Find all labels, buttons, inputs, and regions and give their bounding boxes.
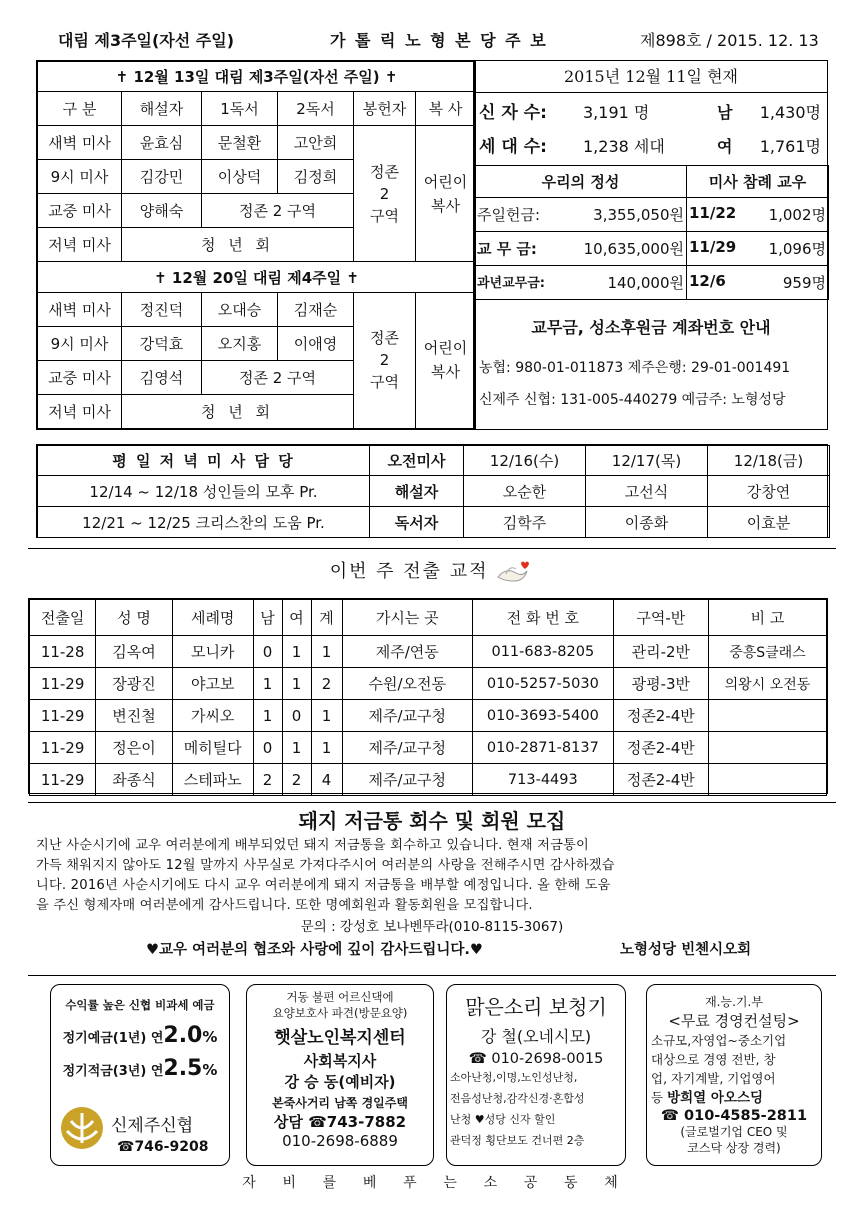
td-district: 관리-2반	[613, 636, 708, 668]
commentator: 강덕효	[122, 326, 202, 360]
mass-label: 9시 미사	[38, 326, 122, 360]
td-date: 11-29	[30, 700, 96, 732]
divider	[28, 975, 836, 976]
transfer-box	[28, 598, 828, 794]
col-category: 구 분	[38, 92, 122, 126]
believers-label: 신 자 수:	[479, 103, 547, 123]
transfer-title: 이번 주 전출 교적	[329, 561, 489, 582]
td-district: 광평-3반	[613, 668, 708, 700]
believers-value: 3,191 명	[583, 103, 650, 122]
td-date: 11-28	[30, 636, 96, 668]
td-district: 정존2-4반	[613, 764, 708, 796]
attend-row	[687, 198, 829, 232]
table-row	[30, 636, 827, 668]
attend-count: 1,002명	[768, 206, 826, 224]
commentator: 양해숙	[122, 194, 202, 228]
commentator-thu: 고선식	[586, 476, 708, 507]
table-row	[30, 732, 827, 764]
td-total: 1	[311, 700, 342, 732]
reader1: 문철환	[202, 126, 278, 160]
ad1-name: 신제주신협	[111, 1116, 194, 1136]
week1-title: ✝ 12월 13일 대림 제3주일(자선 주일) ✝	[38, 62, 476, 92]
attend-row	[687, 232, 829, 266]
ad1-savings	[51, 1056, 229, 1081]
ad4-body	[647, 1031, 821, 1108]
piggy-thanks-row	[36, 938, 828, 962]
th-district: 구역-반	[613, 600, 708, 636]
ad4-person: 방희열 아오스딩	[667, 1090, 764, 1106]
piggy-line: 지난 사순시기에 교우 여러분에게 배부되었던 돼지 저금통을 회수하고 있습니다. 현재 저금통이	[36, 838, 589, 853]
td-date: 11-29	[30, 732, 96, 764]
ad-credit-union	[50, 984, 230, 1166]
col-reading1: 1독서	[202, 92, 278, 126]
td-phone: 010-3693-5400	[472, 700, 613, 732]
td-male: 2	[253, 764, 282, 796]
youth-group: 청 년 회	[122, 394, 354, 428]
server-line: 어린이	[423, 172, 468, 191]
commentator: 윤효심	[122, 126, 202, 160]
dove-heart-icon	[494, 559, 530, 585]
transfer-title-row	[0, 556, 860, 588]
ad2-line1: 거동 불편 어르신댁에	[286, 990, 394, 1004]
offer-line: 2	[379, 351, 390, 370]
mass-label: 새벽 미사	[38, 126, 122, 160]
td-name: 장광진	[96, 668, 173, 700]
td-date: 11-29	[30, 668, 96, 700]
server-line: 복사	[431, 363, 461, 382]
ad4-phone: ☎ 010-4585-2811	[660, 1108, 808, 1124]
mass-label: 교중 미사	[38, 360, 122, 394]
piggy-contact: 문의 : 강성호 보나벤뚜라(010-8115-3067)	[300, 919, 564, 935]
mass-label: 교중 미사	[38, 194, 122, 228]
morning-label: 오전미사	[370, 446, 464, 476]
offering-table	[474, 165, 829, 300]
mass-label: 저녁 미사	[38, 394, 122, 428]
offering-label: 과년교무금:	[477, 276, 545, 291]
piggy-title: 돼지 저금통 회수 및 회원 모집	[298, 809, 566, 833]
ad1-phone: ☎746-9208	[117, 1139, 209, 1155]
ad3-name: 맑은소리 보청기	[465, 995, 607, 1019]
td-total: 2	[311, 668, 342, 700]
piggy-line: 니다. 2016년 사순시기에도 다시 교우 여러분에게 돼지 저금통을 배부할 예정입니다. 올 한해 도움	[36, 878, 611, 893]
td-male: 0	[253, 636, 282, 668]
th-male: 남	[253, 600, 282, 636]
believers-row	[475, 97, 827, 129]
offer-line: 2	[379, 184, 390, 203]
th-destination: 가시는 곳	[342, 600, 472, 636]
offering-title: 우리의 정성	[475, 166, 687, 198]
ad2-addr: 본죽사거리 남쪽 경일주택	[272, 1096, 408, 1110]
period-row: 12/14 ~ 12/18 성인들의 모후 Pr.	[38, 476, 370, 507]
server-line: 복사	[431, 196, 461, 215]
td-phone: 010-5257-5030	[472, 668, 613, 700]
ad4-l1: <무료 경영컨설팅>	[668, 1012, 800, 1030]
female-value: 1,761명	[759, 137, 821, 156]
th-name: 성 명	[96, 600, 173, 636]
td-destination: 수원/오전동	[342, 668, 472, 700]
header-issue: 제898호 / 2015. 12. 13	[640, 31, 819, 50]
ad2-name: 햇살노인복지센터	[274, 1028, 406, 1048]
date-thu: 12/17(목)	[586, 446, 708, 476]
td-baptism: 가씨오	[172, 700, 253, 732]
reader2: 김재순	[278, 292, 354, 326]
offer-line: 정존	[370, 162, 399, 181]
attend-date: 11/22	[689, 204, 737, 222]
td-phone: 011-683-8205	[472, 636, 613, 668]
td-baptism: 모니카	[172, 636, 253, 668]
td-total: 4	[311, 764, 342, 796]
schedule-box	[36, 60, 474, 430]
reader2: 고안희	[278, 126, 354, 160]
td-baptism: 야고보	[172, 668, 253, 700]
td-male: 1	[253, 668, 282, 700]
reader1: 오지홍	[202, 326, 278, 360]
ad-elderly-care	[246, 984, 434, 1166]
offering-label: 교 무 금:	[477, 240, 537, 258]
commentator: 김강민	[122, 160, 202, 194]
households-label: 세 대 수:	[479, 137, 547, 157]
ad3-person: 강 철(오네시모)	[480, 1027, 592, 1046]
reader1: 이상덕	[202, 160, 278, 194]
server-line: 어린이	[423, 339, 468, 358]
td-phone: 010-2871-8137	[472, 732, 613, 764]
ad1-deposit-pct: %	[202, 1028, 218, 1046]
offer-line: 구역	[370, 373, 399, 392]
week1-server	[416, 126, 476, 262]
td-destination: 제주/교구청	[342, 764, 472, 796]
week2-title: ✝ 12월 20일 대림 제4주일 ✝	[38, 262, 476, 292]
schedule-table	[37, 61, 476, 429]
ad4-line: 대상으로 경영 전반, 창	[651, 1052, 776, 1067]
ad-hearing-aid	[446, 984, 626, 1166]
piggy-line: 가득 채워지지 않아도 12월 말까지 사무실로 가져다주시어 여러분의 사랑을 전해주시면 감사하겠습	[36, 858, 615, 873]
attend-count: 959명	[782, 274, 826, 292]
th-total: 계	[311, 600, 342, 636]
ad4-l7: 코스닥 상장 경력)	[687, 1141, 781, 1155]
td-note	[708, 764, 826, 796]
ad3-details	[447, 1067, 625, 1151]
td-date: 11-29	[30, 764, 96, 796]
table-row	[30, 764, 827, 796]
divider	[28, 548, 836, 549]
attend-date: 12/6	[689, 272, 726, 290]
attend-row	[687, 266, 829, 300]
transfer-rows	[30, 636, 827, 796]
offering-row	[475, 198, 687, 232]
offer-line: 정존	[370, 329, 399, 348]
households-row	[475, 131, 827, 163]
week2-server	[416, 292, 476, 428]
piggy-org: 노형성당 빈첸시오회	[620, 942, 752, 958]
td-name: 정은이	[96, 732, 173, 764]
td-name: 김옥여	[96, 636, 173, 668]
attend-title: 미사 참례 교우	[687, 166, 829, 198]
td-baptism: 스테파노	[172, 764, 253, 796]
table-row	[30, 700, 827, 732]
td-note: 중흥S클래스	[708, 636, 826, 668]
stats-box	[474, 60, 828, 430]
ad3-line: 전음성난청,감각신경·혼합성	[450, 1092, 585, 1105]
td-name: 변진철	[96, 700, 173, 732]
td-note	[708, 700, 826, 732]
commentator: 김영석	[122, 360, 202, 394]
offering-row	[475, 232, 687, 266]
ad4-l5a: 등	[651, 1090, 668, 1105]
header-title: 가 톨 릭 노 형 본 당 주 보	[330, 31, 548, 50]
td-total: 1	[311, 732, 342, 764]
readers-group: 정존 2 구역	[202, 194, 354, 228]
weekday-title: 평 일 저 녁 미 사 담 당	[38, 446, 370, 476]
offer-line: 구역	[370, 206, 399, 225]
td-district: 정존2-4반	[613, 732, 708, 764]
ad3-line: 소아난청,이명,노인성난청,	[450, 1071, 578, 1084]
account-section	[475, 301, 827, 429]
td-destination: 제주/교구청	[342, 700, 472, 732]
col-offertory: 봉헌자	[354, 92, 416, 126]
ad-consulting	[646, 984, 822, 1166]
th-baptism: 세례명	[172, 600, 253, 636]
reader2: 김정희	[278, 160, 354, 194]
table-row	[30, 668, 827, 700]
ad4-l6: (글로벌기업 CEO 및	[680, 1125, 788, 1139]
reader-thu: 이종화	[586, 507, 708, 538]
credit-union-logo-icon	[59, 1105, 105, 1151]
col-commentator: 해설자	[122, 92, 202, 126]
offering-section	[474, 165, 828, 299]
bulletin-header	[40, 28, 830, 54]
reader-wed: 김학주	[464, 507, 586, 538]
offering-row	[475, 266, 687, 300]
td-female: 1	[282, 732, 311, 764]
mass-label: 저녁 미사	[38, 228, 122, 262]
ad1-deposit-label: 정기예금(1년) 연	[62, 1031, 164, 1046]
week1-offertory	[354, 126, 416, 262]
ad4-line: 업, 자기계발, 기업영어	[651, 1071, 776, 1086]
offering-value: 10,635,000원	[583, 240, 684, 258]
th-note: 비 고	[708, 600, 826, 636]
date-wed: 12/16(수)	[464, 446, 586, 476]
td-destination: 제주/교구청	[342, 732, 472, 764]
ad4-line: 소규모,자영업~중소기업	[651, 1033, 787, 1048]
account-title: 교무금, 성소후원금 계좌번호 안내	[531, 318, 771, 337]
header-sunday: 대림 제3주일(자선 주일)	[58, 31, 235, 50]
ad4-line	[651, 1088, 821, 1108]
ad1-deposit-rate: 2.0	[163, 1023, 203, 1048]
ad3-line: 관덕정 횡단보도 건너편 2층	[450, 1134, 585, 1147]
commentator-wed: 오순한	[464, 476, 586, 507]
th-phone: 전 화 번 호	[472, 600, 613, 636]
role-commentator: 해설자	[370, 476, 464, 507]
piggy-line: 을 주신 형제자매 여러분에게 감사드립니다. 또한 명예회원과 활동회원을 모집합니다.	[36, 898, 533, 913]
offering-value: 140,000원	[607, 274, 684, 292]
ad2-line2: 요양보호사 파견(방문요양)	[272, 1006, 408, 1020]
col-server: 복 사	[416, 92, 476, 126]
th-date: 전출일	[30, 600, 96, 636]
week2-offertory	[354, 292, 416, 428]
piggy-thanks: ♥교우 여러분의 협조와 사랑에 깊이 감사드립니다.♥	[146, 942, 483, 958]
reader1: 오대승	[202, 292, 278, 326]
td-phone: 713-4493	[472, 764, 613, 796]
weekday-box	[36, 444, 828, 538]
td-destination: 제주/연동	[342, 636, 472, 668]
col-reading2: 2독서	[278, 92, 354, 126]
ad1-savings-pct: %	[202, 1061, 218, 1079]
td-female: 1	[282, 668, 311, 700]
ad2-mobile: 010-2698-6889	[282, 1132, 398, 1150]
households-value: 1,238 세대	[583, 137, 665, 156]
readers-group: 정존 2 구역	[202, 360, 354, 394]
ad2-role: 사회복지사	[303, 1052, 377, 1070]
reader-fri: 이효분	[708, 507, 830, 538]
ad1-savings-rate: 2.5	[163, 1056, 203, 1081]
td-note	[708, 732, 826, 764]
offering-label: 주일헌금:	[477, 206, 541, 224]
period-row: 12/21 ~ 12/25 크리스찬의 도움 Pr.	[38, 507, 370, 538]
ad3-phone: ☎ 010-2698-0015	[468, 1051, 604, 1067]
ad1-savings-label: 정기적금(3년) 연	[62, 1064, 164, 1079]
weekday-table	[37, 445, 830, 538]
td-female: 0	[282, 700, 311, 732]
ad4-l0: 재.능.기.부	[705, 995, 763, 1009]
commentator-fri: 강창연	[708, 476, 830, 507]
ad1-deposit	[51, 1023, 229, 1048]
td-total: 1	[311, 636, 342, 668]
ad2-tel: 상담 ☎743-7882	[273, 1113, 407, 1131]
female-label: 여	[717, 137, 733, 156]
td-male: 0	[253, 732, 282, 764]
stats-date: 2015년 12월 11일 현재	[475, 61, 827, 93]
mass-label: 새벽 미사	[38, 292, 122, 326]
male-value: 1,430명	[759, 103, 821, 122]
piggy-body	[36, 836, 828, 916]
th-female: 여	[282, 600, 311, 636]
male-label: 남	[717, 103, 733, 122]
td-baptism: 메히틸다	[172, 732, 253, 764]
attend-count: 1,096명	[768, 240, 826, 258]
mass-label: 9시 미사	[38, 160, 122, 194]
td-name: 좌종식	[96, 764, 173, 796]
role-reader: 독서자	[370, 507, 464, 538]
ad2-person: 강 승 동(예비자)	[284, 1073, 396, 1091]
offering-value: 3,355,050원	[593, 206, 684, 224]
piggy-notice	[36, 806, 828, 974]
td-female: 2	[282, 764, 311, 796]
commentator: 정진덕	[122, 292, 202, 326]
td-note: 의왕시 오전동	[708, 668, 826, 700]
youth-group: 청 년 회	[122, 228, 354, 262]
td-male: 1	[253, 700, 282, 732]
ad1-line1: 수익률 높은 신협 비과세 예금	[65, 998, 215, 1012]
reader2: 이애영	[278, 326, 354, 360]
account-line2: 신제주 신협: 131-005-440279 예금주: 노형성당	[479, 392, 786, 408]
account-line1: 농협: 980-01-011873 제주은행: 29-01-001491	[479, 360, 791, 376]
attend-date: 11/29	[689, 238, 737, 256]
transfer-table	[29, 599, 827, 796]
td-female: 1	[282, 636, 311, 668]
ad3-line: 난청 ♥성당 신자 할인	[450, 1113, 556, 1126]
footer-slogan: 자 비 를 베 푸 는 소 공 동 체	[242, 1175, 618, 1191]
td-district: 정존2-4반	[613, 700, 708, 732]
divider	[28, 802, 836, 803]
date-fri: 12/18(금)	[708, 446, 830, 476]
transfer-header	[30, 600, 827, 636]
